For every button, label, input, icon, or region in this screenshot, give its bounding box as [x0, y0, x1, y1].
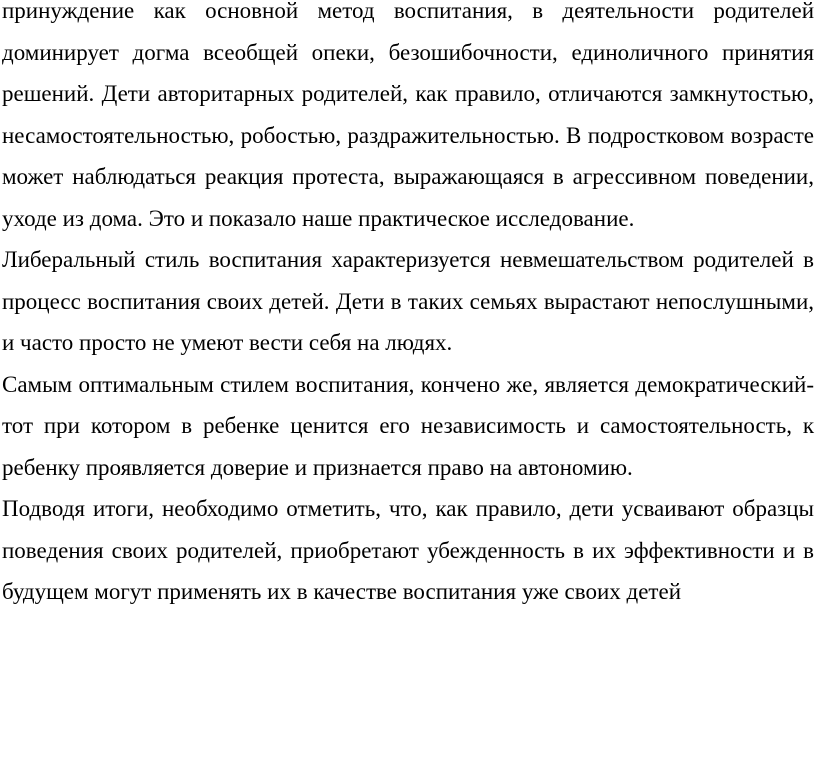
paragraph-authoritarian-continuation: принуждение как основной метод воспитания, в деятельности родителей доминирует догма всеобщей опеки, безошибочности, единоличного принятия решений. Дети авторитарных родителей, как правило, отличаются замкнутостью, несамостоятельностью, робостью, раздражительностью. В подростковом возрасте может наблюдаться реакция протеста, выражающаяся в агрессивном поведении, уходе из дома. Это и показало наше практическое исследование.	[2, 0, 814, 231]
paragraph-democratic-style: Самым оптимальным стилем воспитания, кончено же, является демократический- тот при котором в ребенке ценится его независимость и самостоятельность, к ребенку проявляется доверие и признается право на автономию.	[2, 371, 814, 480]
paragraph-conclusion: Подводя итоги, необходимо отметить, что, как правило, дети усваивают образцы поведения своих родителей, приобретают убежденность в их эффективности и в будущем могут применять их в качестве воспитания уже своих детей	[2, 496, 814, 604]
paragraph-liberal-style: Либеральный стиль воспитания характеризуется невмешательством родителей в процесс воспитания своих детей. Дети в таких семьях вырастают непослушными, и часто просто не умеют вести себя на людях.	[2, 247, 814, 355]
